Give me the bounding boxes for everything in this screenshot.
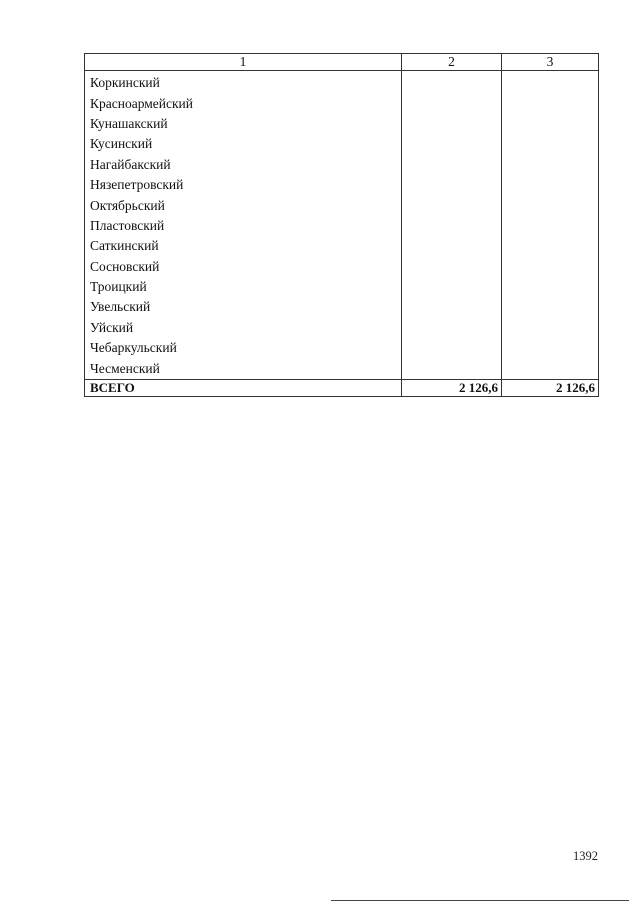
value-col2 xyxy=(402,236,502,256)
table-row xyxy=(85,216,599,236)
total-label: ВСЕГО xyxy=(85,379,402,396)
value-col2 xyxy=(402,277,502,297)
district-name: Кусинский xyxy=(85,134,402,154)
value-col3 xyxy=(502,236,599,256)
table-row xyxy=(85,338,599,358)
value-col3 xyxy=(502,114,599,134)
district-name: Сосновский xyxy=(85,257,402,277)
value-col2 xyxy=(402,93,502,113)
district-name: Уйский xyxy=(85,318,402,338)
value-col2 xyxy=(402,195,502,215)
district-name: Нязепетровский xyxy=(85,175,402,195)
value-col3 xyxy=(502,93,599,113)
header-cell-3: 3 xyxy=(502,54,599,71)
table-row xyxy=(85,297,599,317)
district-name: Коркинский xyxy=(85,71,402,94)
value-col3 xyxy=(502,297,599,317)
value-col2 xyxy=(402,297,502,317)
table-header-row xyxy=(85,54,599,71)
value-col3 xyxy=(502,155,599,175)
value-col3 xyxy=(502,257,599,277)
header-cell-2: 2 xyxy=(402,54,502,71)
district-name: Нагайбакский xyxy=(85,155,402,175)
value-col2 xyxy=(402,71,502,94)
table-row xyxy=(85,358,599,379)
value-col2 xyxy=(402,175,502,195)
district-name: Кунашакский xyxy=(85,114,402,134)
value-col2 xyxy=(402,358,502,379)
value-col3 xyxy=(502,71,599,94)
table-row xyxy=(85,114,599,134)
total-value-col3: 2 126,6 xyxy=(502,379,599,396)
district-name: Пластовский xyxy=(85,216,402,236)
value-col3 xyxy=(502,175,599,195)
table-row xyxy=(85,155,599,175)
header-cell-1: 1 xyxy=(85,54,402,71)
district-name: Чесменский xyxy=(85,358,402,379)
district-name: Чебаркульский xyxy=(85,338,402,358)
value-col2 xyxy=(402,338,502,358)
value-col3 xyxy=(502,134,599,154)
table-row xyxy=(85,257,599,277)
value-col3 xyxy=(502,195,599,215)
table-row xyxy=(85,175,599,195)
table-row xyxy=(85,318,599,338)
value-col3 xyxy=(502,358,599,379)
value-col2 xyxy=(402,134,502,154)
total-value-col2: 2 126,6 xyxy=(402,379,502,396)
data-table xyxy=(84,53,599,397)
value-col3 xyxy=(502,338,599,358)
district-name: Октябрьский xyxy=(85,195,402,215)
table-row xyxy=(85,93,599,113)
value-col3 xyxy=(502,318,599,338)
value-col2 xyxy=(402,216,502,236)
table-row xyxy=(85,277,599,297)
district-name: Увельский xyxy=(85,297,402,317)
value-col2 xyxy=(402,114,502,134)
district-name: Красноармейский xyxy=(85,93,402,113)
district-name: Троицкий xyxy=(85,277,402,297)
value-col3 xyxy=(502,277,599,297)
table-row xyxy=(85,195,599,215)
table-row xyxy=(85,236,599,256)
bottom-divider xyxy=(331,900,629,901)
value-col2 xyxy=(402,155,502,175)
page-number: 1392 xyxy=(573,849,598,863)
table-row xyxy=(85,71,599,94)
value-col3 xyxy=(502,216,599,236)
value-col2 xyxy=(402,257,502,277)
total-row xyxy=(85,379,599,396)
value-col2 xyxy=(402,318,502,338)
table-row xyxy=(85,134,599,154)
district-name: Саткинский xyxy=(85,236,402,256)
